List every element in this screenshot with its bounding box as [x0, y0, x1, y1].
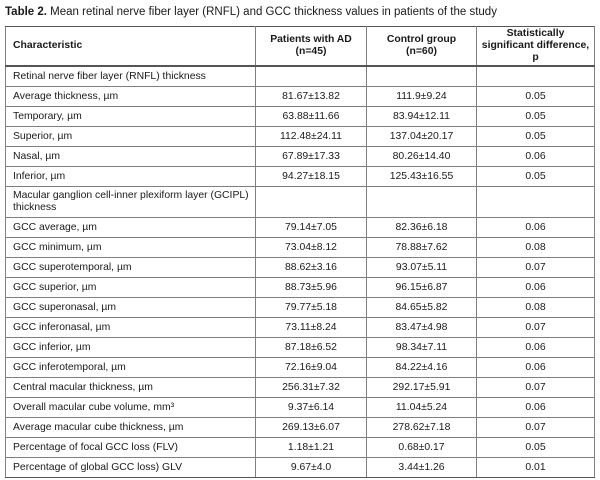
p-value: 0.05 — [477, 167, 595, 187]
row-label: GCC superonasal, µm — [6, 298, 256, 318]
table-row — [6, 87, 595, 107]
control-value — [367, 66, 477, 87]
control-value: 80.26±14.40 — [367, 147, 477, 167]
header-p-value: Statistically significant difference, p — [477, 27, 595, 67]
ad-value: 67.89±17.33 — [256, 147, 367, 167]
row-label: Percentage of focal GCC loss (FLV) — [6, 438, 256, 458]
control-value: 111.9±9.24 — [367, 87, 477, 107]
row-label: Nasal, µm — [6, 147, 256, 167]
p-value: 0.08 — [477, 298, 595, 318]
table-row — [6, 66, 595, 87]
table-row — [6, 187, 595, 218]
control-value: 3.44±1.26 — [367, 458, 477, 478]
p-value: 0.07 — [477, 418, 595, 438]
control-value: 83.94±12.11 — [367, 107, 477, 127]
control-value: 78.88±7.62 — [367, 238, 477, 258]
ad-value: 73.11±8.24 — [256, 318, 367, 338]
table-number: Table 2. — [5, 6, 47, 18]
control-value: 278.62±7.18 — [367, 418, 477, 438]
ad-value: 63.88±11.66 — [256, 107, 367, 127]
ad-value: 72.16±9.04 — [256, 358, 367, 378]
control-value: 93.07±5.11 — [367, 258, 477, 278]
table-row — [6, 278, 595, 298]
table-row — [6, 147, 595, 167]
row-label: Average macular cube thickness, µm — [6, 418, 256, 438]
ad-value — [256, 187, 367, 218]
control-value: 84.65±5.82 — [367, 298, 477, 318]
ad-value: 112.48±24.11 — [256, 127, 367, 147]
ad-value: 256.31±7.32 — [256, 378, 367, 398]
table-row — [6, 258, 595, 278]
control-value — [367, 187, 477, 218]
row-label: GCC average, µm — [6, 218, 256, 238]
row-label: GCC inferior, µm — [6, 338, 256, 358]
row-label: GCC inferotemporal, µm — [6, 358, 256, 378]
header-control-group: Control group (n=60) — [367, 27, 477, 67]
p-value: 0.07 — [477, 318, 595, 338]
results-table — [5, 26, 595, 478]
table-row — [6, 298, 595, 318]
p-value: 0.07 — [477, 258, 595, 278]
p-value: 0.06 — [477, 358, 595, 378]
table-body — [6, 66, 595, 478]
row-label: GCC superotemporal, µm — [6, 258, 256, 278]
row-label: GCC minimum, µm — [6, 238, 256, 258]
control-value: 11.04±5.24 — [367, 398, 477, 418]
p-value: 0.06 — [477, 398, 595, 418]
table-row — [6, 167, 595, 187]
table-title: Mean retinal nerve fiber layer (RNFL) and GCC thickness values in patients of the study — [46, 6, 497, 18]
p-value: 0.06 — [477, 278, 595, 298]
header-row — [6, 27, 595, 67]
ad-value: 73.04±8.12 — [256, 238, 367, 258]
row-label: Percentage of global GCC loss) GLV — [6, 458, 256, 478]
p-value — [477, 66, 595, 87]
ad-value: 9.37±6.14 — [256, 398, 367, 418]
p-value: 0.06 — [477, 338, 595, 358]
p-value: 0.05 — [477, 127, 595, 147]
control-value: 292.17±5.91 — [367, 378, 477, 398]
row-label: Overall macular cube volume, mm³ — [6, 398, 256, 418]
ad-value: 269.13±6.07 — [256, 418, 367, 438]
ad-value: 88.73±5.96 — [256, 278, 367, 298]
table-row — [6, 438, 595, 458]
control-value: 125.43±16.55 — [367, 167, 477, 187]
p-value: 0.07 — [477, 378, 595, 398]
ad-value: 9.67±4.0 — [256, 458, 367, 478]
table-row — [6, 238, 595, 258]
control-value: 84.22±4.16 — [367, 358, 477, 378]
table-row — [6, 358, 595, 378]
ad-value: 94.27±18.15 — [256, 167, 367, 187]
row-label: Average thickness, µm — [6, 87, 256, 107]
header-patients-ad: Patients with AD (n=45) — [256, 27, 367, 67]
p-value: 0.06 — [477, 218, 595, 238]
ad-value — [256, 66, 367, 87]
control-value: 96.15±6.87 — [367, 278, 477, 298]
p-value: 0.06 — [477, 147, 595, 167]
p-value: 0.08 — [477, 238, 595, 258]
control-value: 137.04±20.17 — [367, 127, 477, 147]
row-label: GCC superior, µm — [6, 278, 256, 298]
row-label: Inferior, µm — [6, 167, 256, 187]
table-row — [6, 107, 595, 127]
table-row — [6, 338, 595, 358]
control-value: 98.34±7.11 — [367, 338, 477, 358]
ad-value: 1.18±1.21 — [256, 438, 367, 458]
row-label: Temporary, µm — [6, 107, 256, 127]
control-value: 82.36±6.18 — [367, 218, 477, 238]
control-value: 83.47±4.98 — [367, 318, 477, 338]
header-characteristic: Characteristic — [6, 27, 256, 67]
row-label: Superior, µm — [6, 127, 256, 147]
ad-value: 81.67±13.82 — [256, 87, 367, 107]
p-value: 0.01 — [477, 458, 595, 478]
p-value: 0.05 — [477, 87, 595, 107]
ad-value: 79.77±5.18 — [256, 298, 367, 318]
ad-value: 88.62±3.16 — [256, 258, 367, 278]
control-value: 0.68±0.17 — [367, 438, 477, 458]
row-label: GCC inferonasal, µm — [6, 318, 256, 338]
p-value: 0.05 — [477, 107, 595, 127]
table-row — [6, 127, 595, 147]
table-row — [6, 218, 595, 238]
table-row — [6, 318, 595, 338]
ad-value: 79.14±7.05 — [256, 218, 367, 238]
row-label: Central macular thickness, µm — [6, 378, 256, 398]
p-value — [477, 187, 595, 218]
ad-value: 87.18±6.52 — [256, 338, 367, 358]
row-label: Retinal nerve fiber layer (RNFL) thickness — [6, 66, 256, 87]
table-row — [6, 458, 595, 478]
table-row — [6, 418, 595, 438]
p-value: 0.05 — [477, 438, 595, 458]
table-row — [6, 398, 595, 418]
row-label: Macular ganglion cell-inner plexiform layer (GCIPL) thickness — [6, 187, 256, 218]
table-row — [6, 378, 595, 398]
table-caption — [5, 5, 497, 19]
